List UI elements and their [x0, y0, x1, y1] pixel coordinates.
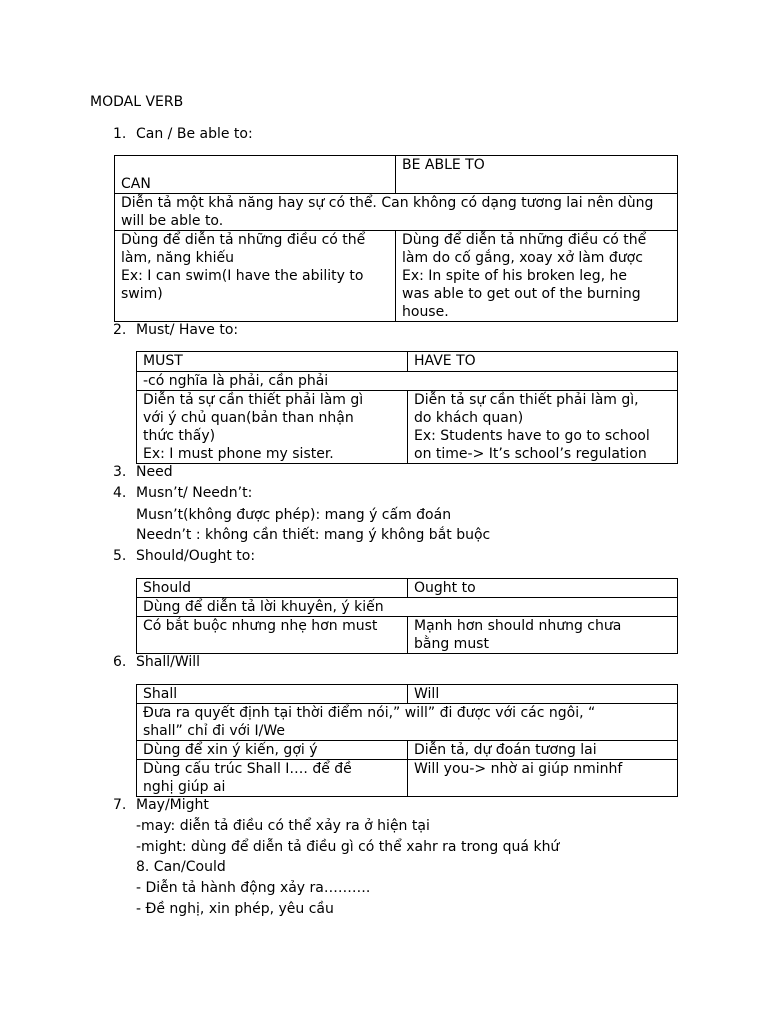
section-heading: May/Might — [136, 797, 209, 813]
cell-line: Ex: I can swim(I have the ability to — [121, 268, 364, 284]
cell-line: was able to get out of the burning — [402, 286, 641, 302]
section-heading: Must/ Have to: — [136, 322, 239, 338]
cell-line: swim) — [121, 286, 163, 302]
cell-line: Dùng cấu trúc Shall I…. để đề — [143, 761, 352, 777]
cell-line: Mạnh hơn should nhưng chưa — [414, 618, 622, 634]
cell-line: làm, năng khiếu — [121, 250, 235, 266]
section-heading: Shall/Will — [136, 654, 201, 670]
cell-line: bằng must — [414, 636, 489, 652]
table-shared-cell: Dùng để diễn tả lời khuyên, ý kiến — [137, 598, 678, 617]
cell-text: Diễn tả một khả năng hay sự có thể. Can không có dạng tương lai nên dùng will be able to. — [121, 195, 654, 229]
can-could-line: - Diễn tả hành động xảy ra………. — [136, 880, 371, 896]
must-have-to-table — [136, 351, 678, 464]
table-header-cell: Should — [137, 579, 408, 598]
cell-line: Đưa ra quyết định tại thời điểm nói,” will” đi được với các ngôi, “ — [143, 705, 596, 721]
table-cell — [408, 391, 678, 464]
cell-line: Dùng để diễn tả những điều có thể — [121, 232, 366, 248]
might-line: -might: dùng để diễn tả điều gì có thể xahr ra trong quá khứ — [136, 839, 560, 855]
section-number: 3. — [113, 464, 127, 480]
section-number: 2. — [113, 322, 127, 338]
table-header-cell: Will — [408, 685, 678, 704]
cell-line: Diễn tả sự cần thiết phải làm gì, — [414, 392, 639, 408]
section-heading: Can / Be able to: — [136, 126, 253, 142]
cell-line: nghị giúp ai — [143, 779, 226, 795]
can-be-able-to-table — [114, 155, 678, 322]
table-cell — [408, 617, 678, 654]
cell-line: do khách quan) — [414, 410, 524, 426]
table-shared-cell: -có nghĩa là phải, cần phải — [137, 372, 678, 391]
cell-line: với ý chủ quan(bản than nhận — [143, 410, 354, 426]
table-cell: Dùng để xin ý kiến, gợi ý — [137, 741, 408, 760]
cell-line: Dùng để diễn tả những điều có thể — [402, 232, 647, 248]
table-cell — [137, 391, 408, 464]
shall-will-table — [136, 684, 678, 797]
cell-line: house. — [402, 304, 449, 320]
section-number: 5. — [113, 548, 127, 564]
cell-line: Có bắt buộc nhưng nhẹ hơn must — [143, 618, 378, 634]
table-cell: Diễn tả, dự đoán tương lai — [408, 741, 678, 760]
cell-line: Ex: In spite of his broken leg, he — [402, 268, 628, 284]
table-cell — [396, 231, 678, 322]
table-header-cell: MUST — [137, 352, 408, 372]
section-number: 7. — [113, 797, 127, 813]
table-cell — [115, 231, 396, 322]
table-header-cell: HAVE TO — [408, 352, 678, 372]
cell-line: Diễn tả sự cần thiết phải làm gì — [143, 392, 364, 408]
should-ought-to-table — [136, 578, 678, 654]
table-cell: Will you-> nhờ ai giúp nminhf — [408, 760, 678, 797]
cell-line: on time-> It’s school’s regulation — [414, 446, 647, 462]
can-could-line: - Đề nghị, xin phép, yêu cầu — [136, 901, 334, 917]
section-heading: Need — [136, 464, 173, 480]
neednt-line: Needn’t : không cần thiết: mang ý không bắt buộc — [136, 527, 491, 543]
table-header-cell: BE ABLE TO — [396, 156, 678, 194]
page-title: MODAL VERB — [90, 94, 184, 110]
cell-line: Ex: Students have to go to school — [414, 428, 650, 444]
section-number: 1. — [113, 126, 127, 142]
table-shared-cell — [115, 194, 678, 231]
cell-line: làm do cố gắng, xoay xở làm được — [402, 250, 643, 266]
table-header-cell: Shall — [137, 685, 408, 704]
musnt-line: Musn’t(không được phép): mang ý cấm đoán — [136, 507, 452, 523]
section-heading: Should/Ought to: — [136, 548, 256, 564]
section-number: 4. — [113, 485, 127, 501]
table-shared-cell — [137, 704, 678, 741]
table-cell — [137, 617, 408, 654]
may-line: -may: diễn tả điều có thể xảy ra ở hiện tại — [136, 818, 430, 834]
table-header-cell: CAN — [115, 156, 396, 194]
section-number: 6. — [113, 654, 127, 670]
cell-line: Ex: I must phone my sister. — [143, 446, 334, 462]
table-cell — [137, 760, 408, 797]
cell-line: thức thấy) — [143, 428, 216, 444]
table-header-cell: Ought to — [408, 579, 678, 598]
section-heading: Musn’t/ Needn’t: — [136, 485, 253, 501]
cell-line: shall” chỉ đi với I/We — [143, 723, 286, 739]
can-could-heading: 8. Can/Could — [136, 859, 226, 875]
